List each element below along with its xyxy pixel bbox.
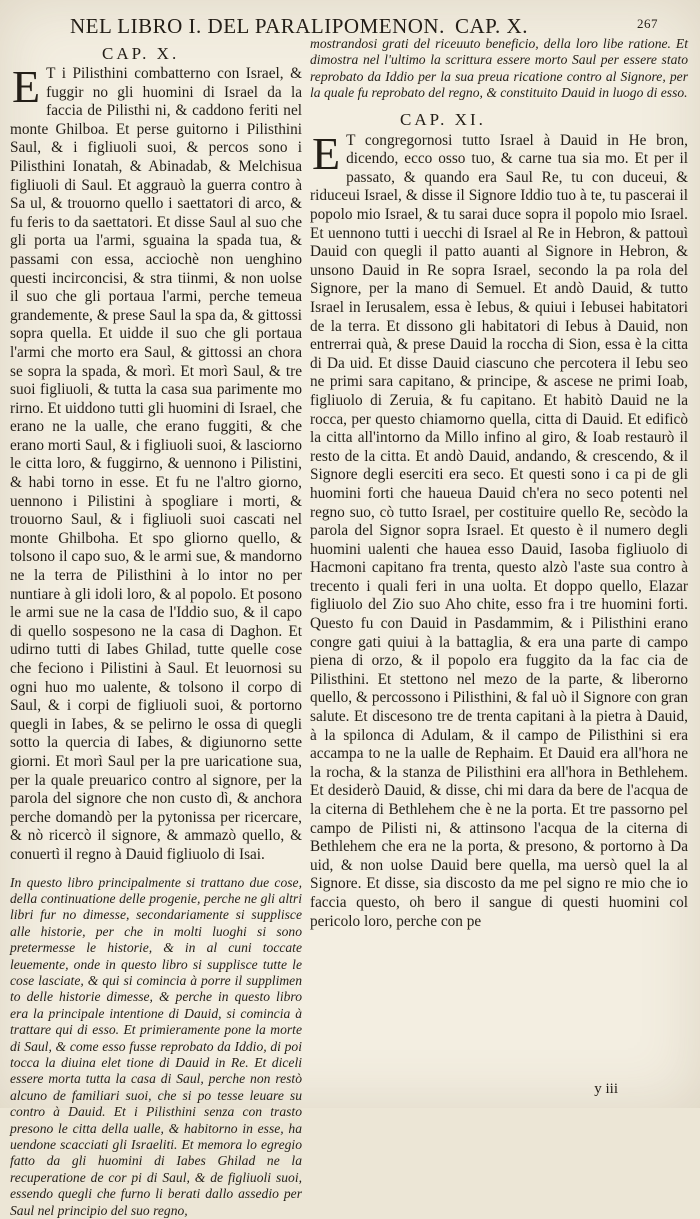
page-number: 267	[637, 16, 658, 31]
summary-continuation: mostrandosi grati del riceuuto beneficio, della loro libe ratione. Et dimostra nel l'ultimo la scrittura essere morto Saul per essere stato reprobato da Iddio per la sua preua ricatione contro al Signore, per la quale fu reprobato del regno, & constituito Dauid in luogo di esso.	[310, 36, 688, 101]
chapter-heading-x: CAP. X.	[102, 44, 180, 63]
right-column	[310, 36, 688, 1082]
chapter-xi-body: T congregornosi tutto Israel à Dauid in He bron, dicendo, ecco osso tuo, & carne tua sia mo. Et per il passato, & quando era Saul Re, tu con duceui, & riduceui Israel, & disse il Signore Iddio tuo à te, tu pascerai il popolo mio Israel, & tu sarai duce sopra il popolo mio Israel. Et uennono tutti i uecchi di Israel al Re in Hebron, & pattouì Dauid con quegli il patto auanti al Signore in Hebron, & unsono Dauid in Re sopra Israel, secondo la pa rola del Signore, per la mano di Semuel. Et andò Dauid, & tutto Israel in Ierusalem, essa è Iebus, & quiui i Iebusei habitatori de la terra. Et dissono gli habitatori di Iebus à Dauid, non entrerrai quà, & prese Dauid la roccha di Sion, essa è la citta di Da uid. Et disse Dauid ciascuno che percotera il Iebu seo ne primi sara capitano, & principe, & ascese ne primi Ioab, figliuolo di Zeruia, & fu capitano. Et habitò Dauid ne la rocca, per questo chiamorno quella, citta di Dauid. Et edificò la citta all'intorno da Millo infino al giro, & Ioab restaurò il resto de la citta. Et andò Dauid, andando, & crescendo, & il Signore degli eserciti era seco. Et questi sono i ca pi de gli huomini forti che haueua Dauid ch'era no seco potenti nel regno suo, cò tutto Israel, per costituire quello Re, secòdo la parola del Signor sopra Israel. Et questo è il numero degli huomini ualenti che hauea esso Dauid, Iasoba figliuolo di Hacmoni capitano fra trenta, questo alzò l'aste sua contro à trecento i quali feri in una uolta. Et doppo quello, Elazar figliuolo del Zio suo Aho chite, esso fra i tre huomini forti. Questo fu con Dauid in Pasdammim, & i Pilisthini erano congre gati quiui à la battaglia, & era una parte di campo piena di orzo, & il popolo era fuggito da la fac cia de Pilisthini. Et stettono nel mezo de la parte, & liberorno quello, & percossono i Pilisthini, & fal uò il Signore con gran salute. Et discesono tre de trenta capitani à la pietra à Dauid, à la spilonca di Adulam, & il campo de Pilisthini si era accampa to ne la ualle de Rephaim. Et Dauid era all'hora ne la rocha, & la stanza de Pilisthini era all'hora in Bethlehem. Et desiderò Dauid, & disse, chi mi dara da bere de l'acqua de la citerna di Bethlehem che è ne la porta. Et tre passorno pel campo de Pilisti ni, & attinsono l'acqua de la citerna di Bethlehem che era ne la porta, & presono, & portorno à Da uid, & non uolse Dauid bere quella, ma uersò quel la al Signore. Et disse, sia discosto da me pel signo re mio che io faccia questo, oh bero il sangue di questi huomini col pericolo loro, perche con pe	[310, 131, 688, 930]
drop-cap: E	[12, 61, 41, 112]
chapter-x-body: T i Pilisthini combatterno con Israel, & fuggir no gli huomini di Israel da la faccia de Pilisthi ni, & caddono feriti nel monte Ghilboa. Et perse guitorno i Pilisthini Saul, & i figliuoli suoi, & percos sono i Pilisthini Ionatah, & Abinadab, & Melchisua figliuoli di Saul. Et aggrauò la guerra contro à Sa ul, & trouorno quello i saettatori di arco, & fu feris to da saettatori. Et disse Saul al suo che gli porta ua l'armi, sguaina la spada tua, & passami con essa, acciochè non uenghino questi incirconcisi, & stra tiinmi, & non uolse il suo che gli portaua l'armi, perche temeua grandemente, & prese Saul la spa da, & gittossi sopra quella. Et uidde il suo che gli portaua l'armi che morto era Saul, & gittossi an chora se sopra la spada, & morì. Et morì Saul, & tre suoi figliuoli, & tutta la casa sua parimente mo rirno. Et uiddono tutti gli huomini di Israel, che erano ne la ualle, che erano fuggiti, & che erano morti Saul, & i figliuoli suoi, & lasciorno le citta loro, & fuggirno, & uennono i Pilistini, & habi torno in esse. Et fu ne l'altro giorno, uennono i Pilistini à spogliare i morti, & trouorno Saul, & i figliuoli suoi cascati nel monte Ghilboha. Et spo gliorno quello, & tolsono il capo suo, & le armi sue, & mandorno ne la terra de Pilisthini à lo intor no per nuntiare à gli idoli loro, & al popolo. Et posono le armi sue ne la casa de l'Iddio suo, & il capo di quello sospesono ne la casa di Daghon. Et udirno tutti di Iabes Ghilad, tutte quelle cose che feciono i Pilistini à Saul. Et leuornosi su ogni huo mo ualente, & tolsono il corpo di Saul, & i corpi de figliuoli suoi, & portorno quegli in Iabes, & se pelirno le ossa di quegli sotto la quercia di Iabes, & digiunorno sette giorni. Et morì Saul per la pre uaricatione sua, per la quale preuarico contro al signore, per la parola del signore che non custo dì, & anchora perche domandò per la pytonissa per ricercare, & nò ricercò il signore, & ammazò quello, & conuertì il regno à Dauid figliuolo di Isai.	[10, 65, 302, 863]
left-column	[10, 44, 302, 1218]
chapter-xi-text	[310, 127, 688, 932]
chapter-x-text	[10, 61, 302, 865]
chapter-x-summary: In questo libro principalmente si trattano due cose, della continuatione delle progenie, perche ne gli altri libri fur no dimesse, secondariamente si supplisce alle historie, per che in molti luoghi si sono pretermesse le historie, & in al cuni toccate leuemente, onde in questo libro si supplisce tutte le cose lasciate, & qui si comincia à porre il supplimen to delle historie dimesse, & perche in questo libro era la principale intentione di Dauid, si comincia à trattare qui di esso. Et primieramente pone la morte di Saul, & come esso fusse reprobato da Iddio, di poi tocca la diuina elet tione di Dauid in Re. Et diceli essere morta tutta la casa di Saul, perche non restò alcuno de familiari suoi, che si po tesse leuare su contro à Dauid. Et i Pilisthini senza con trasto presono le citta della ualle, & habitorno in esse, ha uendone scacciati gli Israeliti. Et memora lo egregio fatto da gli huomini di Iabes Ghilad ne la recuperatione de cor pi di Saul, & de figliuoli suoi, essendo quegli che furno li berati dallo assedio per Saul nel principio del suo regno,	[10, 874, 302, 1218]
drop-cap: E	[312, 127, 341, 179]
header-chapter-ref: CAP. X.	[455, 14, 528, 38]
chapter-heading-xi: CAP. XI.	[400, 109, 486, 129]
signature-mark: y iii	[594, 1081, 618, 1097]
running-title: NEL LIBRO I. DEL PARALIPOMENON.	[70, 14, 445, 38]
